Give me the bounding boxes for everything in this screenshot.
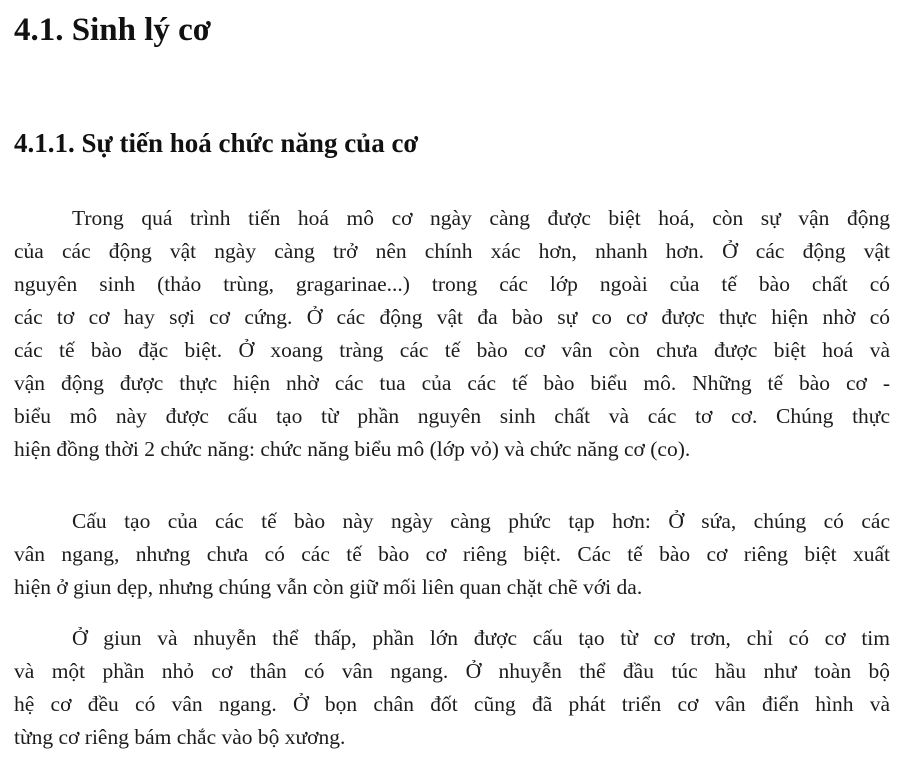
paragraph-line: vận động được thực hiện nhờ các tua của các tế bào biểu mô. Những tế bào cơ - xyxy=(14,371,890,395)
paragraph-line: và một phần nhỏ cơ thân có vân ngang. Ở nhuyễn thể đầu túc hầu như toàn bộ xyxy=(14,659,890,683)
paragraph-line: nguyên sinh (thảo trùng, gragarinae...) trong các lớp ngoài của tế bào chất có xyxy=(14,272,890,296)
paragraph-3 xyxy=(14,622,890,754)
paragraph-line: hệ cơ đều có vân ngang. Ở bọn chân đốt cũng đã phát triển cơ vân điển hình và xyxy=(14,692,890,716)
paragraph-1 xyxy=(14,202,890,466)
subsection-heading: 4.1.1. Sự tiến hoá chức năng của cơ xyxy=(14,128,419,158)
paragraph-line: hiện ở giun dẹp, nhưng chúng vẫn còn giữ mối liên quan chặt chẽ với da. xyxy=(14,575,643,599)
paragraph-2 xyxy=(14,505,890,604)
paragraph-line: hiện đồng thời 2 chức năng: chức năng biểu mô (lớp vỏ) và chức năng cơ (co). xyxy=(14,437,691,461)
paragraph-line: Trong quá trình tiến hoá mô cơ ngày càng được biệt hoá, còn sự vận động xyxy=(72,206,890,230)
paragraph-line: biểu mô này được cấu tạo từ phần nguyên sinh chất và các tơ cơ. Chúng thực xyxy=(14,404,890,428)
section-heading: 4.1. Sinh lý cơ xyxy=(14,12,212,48)
paragraph-line: các tơ cơ hay sợi cơ cứng. Ở các động vật đa bào sự co cơ được thực hiện nhờ có xyxy=(14,305,890,329)
paragraph-line: các tế bào đặc biệt. Ở xoang tràng các tế bào cơ vân còn chưa được biệt hoá và xyxy=(14,338,890,362)
paragraph-line: Cấu tạo của các tế bào này ngày càng phức tạp hơn: Ở sứa, chúng có các xyxy=(72,509,890,533)
paragraph-line: của các động vật ngày càng trở nên chính xác hơn, nhanh hơn. Ở các động vật xyxy=(14,239,890,263)
paragraph-line: Ở giun và nhuyễn thể thấp, phần lớn được cấu tạo từ cơ trơn, chỉ có cơ tim xyxy=(72,626,890,650)
paragraph-line: vân ngang, nhưng chưa có các tế bào cơ riêng biệt. Các tế bào cơ riêng biệt xuất xyxy=(14,542,890,566)
paragraph-line: từng cơ riêng bám chắc vào bộ xương. xyxy=(14,725,346,749)
